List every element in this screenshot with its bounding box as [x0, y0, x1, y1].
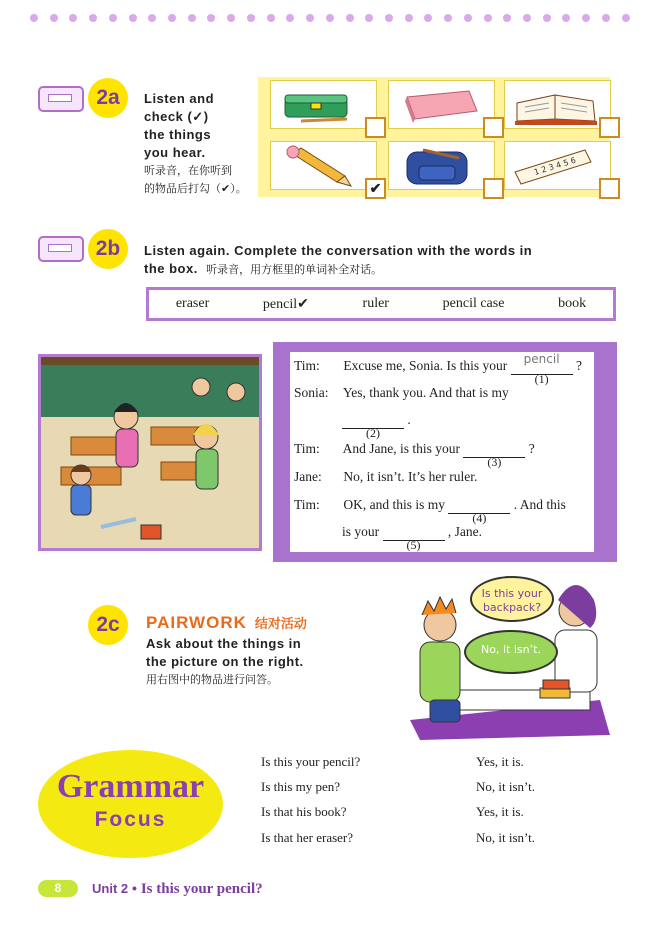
grammar-question: Is this your pencil?	[261, 754, 361, 769]
border-dot	[207, 14, 215, 22]
instruction-2c: Ask about the things in the picture on the right. 用右图中的物品进行问答。	[146, 636, 304, 686]
checkbox[interactable]: ✔	[365, 178, 386, 199]
footer-unit-title: Unit 2 • Is this your pencil?	[92, 880, 263, 897]
checkbox[interactable]	[599, 178, 620, 199]
grammar-answer: No, it isn’t.	[476, 830, 535, 845]
dialogue-line: Tim: Excuse me, Sonia. Is this your pencil (1) ?	[294, 352, 582, 386]
classroom-illustration	[38, 354, 262, 551]
grammar-answer: No, it isn’t.	[476, 779, 535, 794]
checkbox[interactable]	[365, 117, 386, 138]
grammar-question: Is that his book?	[261, 804, 347, 819]
answer-blank[interactable]: (5)	[383, 524, 445, 541]
grid-item	[388, 141, 495, 190]
border-dot	[168, 14, 176, 22]
answer-blank[interactable]: (4)	[448, 497, 510, 514]
grammar-subtitle: Focus	[94, 808, 167, 831]
border-dot	[582, 14, 590, 22]
border-dot	[306, 14, 314, 22]
border-dot	[503, 14, 511, 22]
book-icon	[505, 81, 610, 128]
border-dot	[464, 14, 472, 22]
pencil-case-icon	[271, 81, 376, 128]
border-dot	[346, 14, 354, 22]
top-dot-border	[30, 14, 630, 30]
eraser-icon	[389, 81, 494, 128]
word-box	[146, 287, 616, 321]
exercise-label-2b: 2b	[88, 229, 128, 269]
answer-blank[interactable]: (2)	[342, 412, 404, 429]
border-dot	[129, 14, 137, 22]
border-dot	[188, 14, 196, 22]
border-dot	[622, 14, 630, 22]
word-option: pencil case	[442, 296, 505, 311]
dialogue-line: Tim: And Jane, is this your (3) ?	[294, 441, 535, 469]
exercise-label-2a: 2a	[88, 78, 128, 118]
answer-speech-bubble: No, it isn’t.	[464, 630, 558, 674]
border-dot	[89, 14, 97, 22]
border-dot	[523, 14, 531, 22]
grammar-title: Grammar	[56, 768, 205, 805]
word-option: pencil✔	[262, 296, 309, 312]
answer-blank[interactable]: pencil (1)	[511, 358, 573, 375]
audio-tape-icon	[38, 236, 84, 262]
grid-item	[270, 80, 377, 129]
grid-item	[504, 80, 611, 129]
exercise-label-2c: 2c	[88, 605, 128, 645]
grammar-answer: Yes, it is.	[476, 754, 524, 769]
pairwork-illustration	[400, 570, 618, 740]
border-dot	[543, 14, 551, 22]
checkbox[interactable]	[483, 178, 504, 199]
border-dot	[385, 14, 393, 22]
conversation-panel	[273, 342, 617, 562]
pairwork-heading: PAIRWORK 结对活动	[146, 613, 307, 632]
border-dot	[109, 14, 117, 22]
grammar-answer: Yes, it is.	[476, 804, 524, 819]
word-option: eraser	[175, 296, 210, 311]
border-dot	[444, 14, 452, 22]
pencil-icon	[271, 142, 376, 189]
checkbox[interactable]	[599, 117, 620, 138]
border-dot	[247, 14, 255, 22]
grid-item	[270, 141, 382, 196]
border-dot	[602, 14, 610, 22]
audio-tape-icon	[38, 86, 84, 112]
border-dot	[424, 14, 432, 22]
grid-item	[388, 80, 495, 129]
dialogue-line: Tim: OK, and this is my (4) . And this	[294, 497, 566, 525]
dialogue-line: (2) .	[342, 412, 411, 429]
border-dot	[365, 14, 373, 22]
border-dot	[30, 14, 38, 22]
border-dot	[50, 14, 58, 22]
border-dot	[227, 14, 235, 22]
question-speech-bubble: Is this your backpack?	[470, 576, 554, 622]
border-dot	[562, 14, 570, 22]
grammar-question: Is that her eraser?	[261, 830, 354, 845]
border-dot	[267, 14, 275, 22]
answer-blank[interactable]: (3)	[463, 441, 525, 458]
page-number: 8	[38, 880, 78, 897]
checkbox[interactable]	[483, 117, 504, 138]
border-dot	[148, 14, 156, 22]
grid-item	[504, 141, 611, 190]
instruction-2b: Listen again. Complete the conversation with the words in the box. 听录音，用方框里的单词补全对话。	[144, 243, 533, 276]
border-dot	[405, 14, 413, 22]
border-dot	[69, 14, 77, 22]
instruction-2a: Listen and check (✓) the things you hear. 听录音，在你听到 的物品后打勾（✔）。	[144, 91, 247, 195]
dialogue-line: Jane: No, it isn’t. It’s her ruler.	[294, 469, 478, 484]
border-dot	[484, 14, 492, 22]
word-option: book	[558, 296, 587, 311]
grammar-focus-badge	[38, 750, 223, 858]
ruler-icon	[505, 142, 610, 189]
dialogue-line: is your (5) , Jane.	[342, 524, 482, 552]
backpack-icon	[389, 142, 494, 189]
border-dot	[326, 14, 334, 22]
svg-text:1 2 3 4 5 6: 1 2 3 4 5 6	[532, 155, 577, 177]
border-dot	[286, 14, 294, 22]
word-option: ruler	[362, 296, 389, 311]
grammar-question: Is this my pen?	[261, 779, 341, 794]
dialogue-line: Sonia: Yes, thank you. And that is my	[294, 385, 509, 400]
picture-check-grid	[258, 77, 610, 197]
